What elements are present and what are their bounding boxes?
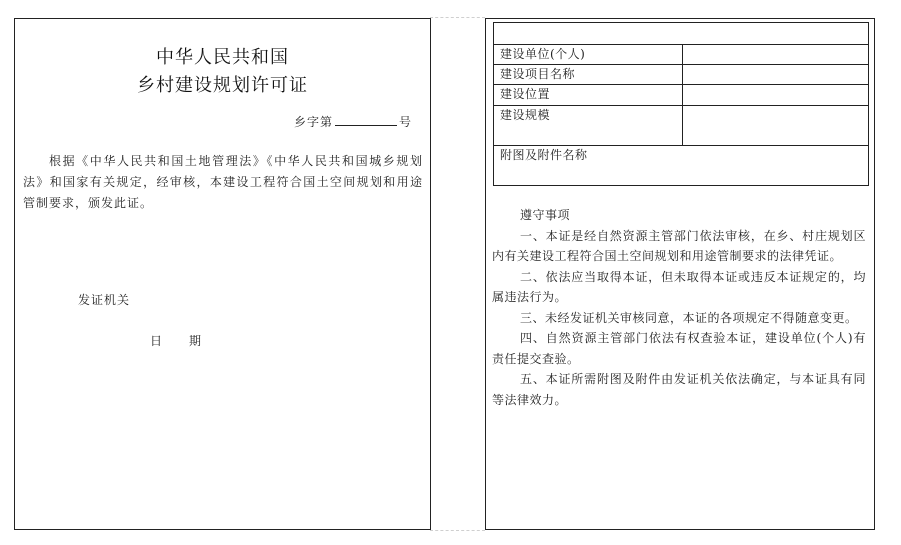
table-row	[494, 65, 869, 85]
title-certificate: 乡村建设规划许可证	[137, 75, 308, 96]
note-item: 三、未经发证机关审核同意，本证的各项规定不得随意变更。	[520, 310, 858, 325]
row-label-attachments: 附图及附件名称	[494, 146, 869, 186]
title-country: 中华人民共和国	[156, 47, 289, 68]
project-info-table	[493, 22, 869, 186]
note-item: 四、自然资源主管部门依法有权查验本证，建设单位(个人)有责任提交查验。	[492, 331, 866, 366]
certificate-statement: 根据《中华人民共和国土地管理法》《中华人民共和国城乡规划法》和国家有关规定，经审核，本建设工程符合国土空间规划和用途管制要求，颁发此证。	[23, 154, 423, 210]
notes-heading: 遵守事项	[520, 208, 571, 222]
certificate-left-page	[14, 18, 431, 530]
row-label-project-name: 建设项目名称	[494, 65, 683, 85]
note-item: 五、本证所需附图及附件由发证机关依法确定，与本证具有同等法律效力。	[492, 372, 866, 407]
table-top-blank-row	[494, 23, 869, 45]
permit-number-line	[294, 113, 412, 130]
table-row	[494, 106, 869, 146]
certificate-right-page	[485, 18, 875, 530]
table-row	[494, 85, 869, 106]
note-item: 一、本证是经自然资源主管部门依法审核，在乡、村庄规划区内有关建设工程符合国土空间规划和用途管制要求的法律凭证。	[492, 228, 866, 263]
table-top-blank-cell	[494, 23, 869, 45]
row-label-construction-unit: 建设单位(个人)	[494, 45, 683, 65]
permit-suffix: 号	[399, 115, 413, 129]
row-value-project-name	[683, 65, 869, 85]
permit-prefix: 乡字第	[294, 115, 334, 129]
row-value-scale	[683, 106, 869, 146]
permit-number-blank	[335, 113, 397, 126]
row-label-scale: 建设规模	[494, 106, 683, 146]
row-value-location	[683, 85, 869, 106]
fold-line-top	[430, 17, 485, 18]
issuing-authority-label: 发证机关	[78, 293, 131, 307]
compliance-notes	[492, 205, 866, 410]
fold-line-bottom	[430, 530, 485, 531]
row-value-construction-unit	[683, 45, 869, 65]
note-item: 二、依法应当取得本证，但未取得本证或违反本证规定的，均属违法行为。	[492, 269, 866, 304]
row-label-location: 建设位置	[494, 85, 683, 106]
date-label: 日 期	[150, 334, 203, 348]
table-row	[494, 146, 869, 186]
table-row	[494, 45, 869, 65]
